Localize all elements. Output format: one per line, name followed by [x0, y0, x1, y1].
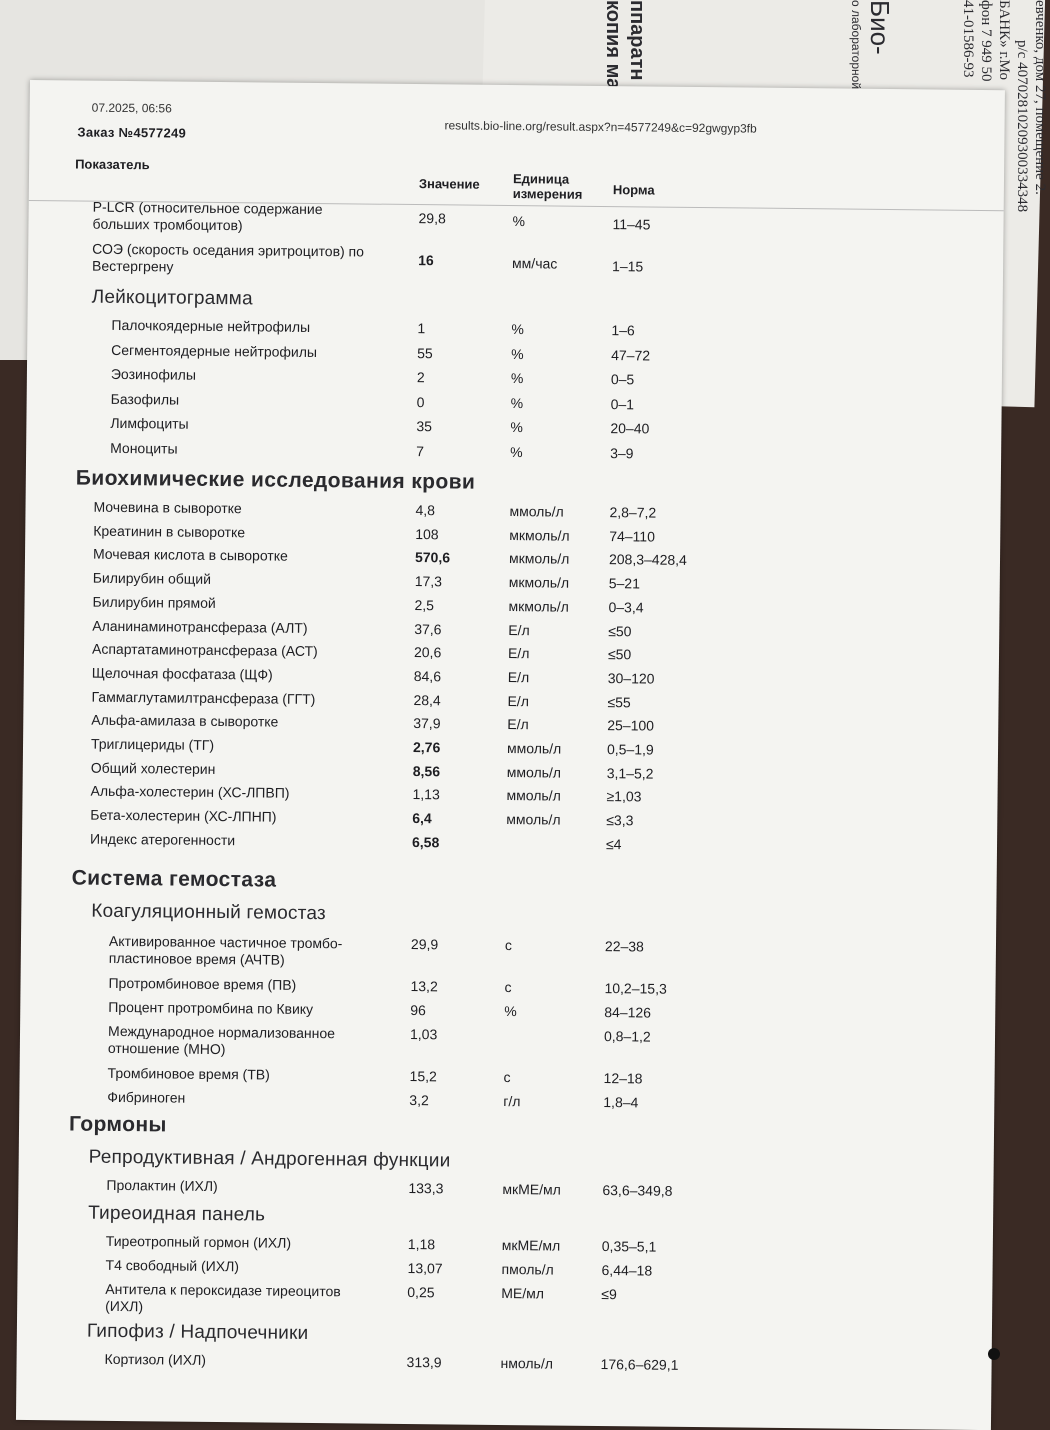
table-row	[28, 316, 1003, 339]
table-row	[25, 569, 1000, 592]
row-unit: %	[510, 443, 523, 460]
table-row	[23, 711, 998, 734]
row-name: Кортизол (ИХЛ)	[104, 1350, 207, 1368]
row-norm: 11–45	[612, 216, 651, 233]
row-unit: с	[504, 937, 513, 954]
row-norm: 3–9	[610, 444, 634, 461]
row-name: Пролактин (ИХЛ)	[106, 1176, 218, 1195]
row-norm: ≤50	[607, 646, 632, 663]
row-unit: %	[504, 1003, 517, 1020]
table-row	[20, 1064, 995, 1087]
row-unit: мкмоль/л	[508, 597, 569, 615]
table-row	[25, 545, 1000, 569]
table-row	[26, 438, 1001, 461]
row-value: 20,6	[413, 644, 442, 661]
row-unit: ммоль/л	[509, 503, 564, 520]
row-name: Моноциты	[110, 439, 178, 457]
row-norm: 0–5	[610, 371, 635, 388]
row-name: Гаммаглутамилтрансфераза (ГГТ)	[91, 688, 316, 707]
row-name: Билирубин прямой	[92, 593, 216, 611]
row-unit: мкМЕ/мл	[502, 1181, 561, 1198]
row-unit: Е/л	[508, 621, 530, 638]
table-row	[18, 1232, 993, 1255]
row-unit: мкмоль/л	[508, 574, 570, 591]
table-row	[24, 616, 999, 639]
row-value: 17,3	[414, 573, 443, 590]
column-value: Значение	[418, 176, 480, 192]
row-value: 2,76	[412, 739, 441, 756]
row-name: Мочевина в сыворотке	[93, 498, 242, 517]
row-value: 3,2	[409, 1092, 429, 1109]
row-unit: ммоль/л	[506, 763, 562, 781]
row-norm: 10,2–15,3	[604, 980, 667, 997]
row-unit: мкмоль/л	[509, 526, 570, 544]
row-value: 0,25	[407, 1284, 435, 1301]
table-row	[22, 806, 997, 829]
column-unit: Единица измерения	[512, 171, 583, 202]
row-norm: 47–72	[611, 346, 651, 364]
row-norm: 0–1	[610, 395, 635, 412]
row-norm: 20–40	[610, 420, 650, 437]
table-row	[26, 498, 1001, 521]
row-value: 570,6	[414, 549, 451, 566]
row-norm: 63,6–349,8	[602, 1182, 673, 1199]
row-unit: %	[512, 213, 526, 230]
row-unit: с	[503, 1069, 511, 1086]
table-row	[19, 1176, 994, 1199]
row-unit: нмоль/л	[500, 1354, 554, 1372]
row-value: 2	[416, 369, 425, 386]
row-name: Т4 свободный (ИХЛ)	[105, 1256, 240, 1275]
row-value: 37,6	[414, 620, 442, 637]
row-unit: ммоль/л	[506, 740, 562, 757]
row-name: Лимфоциты	[110, 414, 189, 432]
table-row	[27, 340, 1002, 364]
background-line: 41-01586-93	[960, 0, 976, 78]
row-norm: 0,35–5,1	[601, 1238, 657, 1255]
row-name: Мочевая кислота в сыворотке	[92, 546, 288, 565]
column-indicator: Показатель	[75, 156, 150, 173]
table-row	[21, 974, 996, 997]
table-row	[25, 522, 1000, 545]
row-name: Индекс атерогенности	[89, 830, 236, 848]
row-value: 8,56	[412, 762, 441, 780]
row-value: 55	[417, 344, 433, 361]
background-line: р/с 40702810209300334348	[1014, 40, 1030, 213]
table-row	[24, 640, 999, 663]
row-norm: 0,5–1,9	[606, 741, 654, 758]
table-row	[20, 1022, 995, 1058]
background-line: евченко, дом 27, помещение 2.	[1032, 0, 1048, 195]
row-value: 84,6	[413, 667, 442, 685]
table-row	[23, 759, 998, 782]
row-unit: ммоль/л	[506, 787, 561, 804]
row-norm: 3,1–5,2	[606, 764, 654, 782]
table-row	[27, 389, 1002, 412]
row-value: 28,4	[413, 691, 441, 708]
table-row	[24, 664, 999, 687]
row-norm: ≤3,3	[606, 812, 634, 829]
row-name: Аспартатаминотрансфераза (АСТ)	[91, 640, 318, 660]
result-url: results.bio-line.org/result.aspx?n=4577249&c=92gwgyp3fb	[444, 118, 757, 136]
row-norm: 0,8–1,2	[603, 1028, 651, 1045]
row-unit: мкмоль/л	[508, 550, 570, 568]
background-line: Био-	[865, 0, 895, 55]
section-biochemistry: Биохимические исследования крови	[75, 466, 476, 494]
row-norm: 1–6	[611, 322, 635, 339]
row-name: Международное нормализованное отношение (МНО)	[107, 1022, 336, 1058]
table-row	[23, 782, 998, 805]
row-norm: 6,44–18	[601, 1262, 653, 1279]
result-sheet	[16, 80, 1005, 1430]
row-norm: 5–21	[608, 575, 641, 592]
row-name: Аланинаминотрансфераза (АЛТ)	[92, 617, 308, 636]
row-name: Фибриноген	[107, 1088, 186, 1106]
row-unit: мкМЕ/мл	[501, 1237, 561, 1254]
row-unit: %	[511, 345, 524, 362]
row-name: P-LCR (относительное содержание больших тромбоцитов)	[92, 198, 323, 234]
row-name: Базофилы	[110, 390, 180, 408]
row-name: Тиреотропный гормон (ИХЛ)	[105, 1232, 292, 1251]
row-unit: Е/л	[507, 645, 530, 662]
background-line: ппаратн	[626, 0, 648, 81]
row-norm: 1,8–4	[603, 1094, 639, 1111]
row-norm: 12–18	[603, 1070, 643, 1087]
row-unit: %	[510, 370, 524, 387]
row-norm: 176,6–629,1	[600, 1356, 679, 1373]
row-unit: Е/л	[507, 692, 530, 709]
order-number: Заказ №4577249	[77, 124, 187, 141]
row-value: 2,5	[414, 596, 435, 614]
row-value: 6,58	[411, 833, 440, 851]
row-value: 29,9	[410, 936, 439, 953]
row-unit: Е/л	[507, 668, 530, 686]
row-value: 1,03	[409, 1026, 438, 1043]
row-name: Тромбиновое время (ТВ)	[107, 1064, 270, 1083]
table-row	[21, 932, 996, 968]
row-unit: с	[504, 979, 512, 996]
section-coagulation: Коагуляционный гемостаз	[91, 900, 326, 925]
row-name: Бета-холестерин (ХС-ЛПНП)	[90, 806, 277, 825]
table-row	[23, 735, 998, 758]
row-norm: ≤50	[608, 622, 632, 639]
table-row	[22, 830, 997, 853]
row-unit: %	[511, 321, 524, 338]
table-row	[28, 240, 1003, 275]
section-leukocytogram: Лейкоцитограмма	[91, 286, 253, 310]
row-norm: 22–38	[604, 938, 644, 955]
row-name: Альфа-холестерин (ХС-ЛПВП)	[90, 783, 290, 802]
row-name: Альфа-амилаза в сыворотке	[91, 711, 279, 730]
background-line: о лабораторной	[849, 0, 863, 90]
row-name: Эозинофилы	[110, 365, 197, 383]
row-norm: 30–120	[607, 669, 655, 687]
row-name: Активированное частичное тромбо-пластиновое время (АЧТВ)	[108, 932, 343, 968]
row-name: Процент протромбина по Квику	[108, 998, 314, 1018]
section-hormones: Гормоны	[68, 1112, 167, 1137]
table-row	[27, 414, 1002, 437]
row-value: 29,8	[418, 210, 446, 227]
row-value: 96	[410, 1002, 426, 1019]
section-pituitary: Гипофиз / Надпочечники	[86, 1320, 309, 1344]
background-line: копия ма	[602, 0, 624, 90]
row-norm: 25–100	[607, 717, 655, 734]
row-norm: 74–110	[609, 527, 656, 545]
row-value: 133,3	[408, 1180, 444, 1197]
row-value: 1,18	[407, 1236, 436, 1253]
row-unit: %	[510, 394, 524, 411]
row-value: 6,4	[412, 810, 432, 827]
row-unit: мм/час	[512, 255, 558, 272]
row-value: 0	[416, 393, 425, 410]
row-name: СОЭ (скорость оседания эритроцитов) по Вестергрену	[91, 240, 365, 275]
table-row	[18, 1256, 993, 1279]
row-unit: Е/л	[507, 716, 529, 733]
table-row	[24, 688, 999, 710]
row-value: 16	[418, 252, 434, 269]
row-value: 1	[417, 320, 426, 337]
row-name: Палочкоядерные нейтрофилы	[111, 316, 311, 335]
row-name: Билирубин общий	[92, 569, 212, 588]
row-value: 108	[415, 525, 439, 542]
row-norm: ≥1,03	[606, 788, 642, 805]
row-norm: 2,8–7,2	[609, 504, 657, 521]
row-unit: г/л	[503, 1093, 521, 1110]
row-name: Протромбиновое время (ПВ)	[108, 974, 297, 993]
row-name: Антитела к пероксидазе тиреоцитов (ИХЛ)	[105, 1280, 341, 1315]
table-row	[25, 593, 1000, 616]
row-value: 13,07	[407, 1260, 443, 1277]
row-value: 15,2	[409, 1068, 437, 1085]
row-norm: 208,3–428,4	[608, 551, 687, 569]
row-name: Общий холестерин	[90, 759, 216, 777]
table-row	[19, 1088, 994, 1111]
row-value: 13,2	[410, 978, 438, 995]
row-value: 4,8	[415, 502, 436, 519]
row-value: 313,9	[406, 1354, 442, 1371]
row-unit: МЕ/мл	[501, 1285, 545, 1302]
background-line: фон 7 949 50	[978, 0, 994, 82]
row-name: Триглицериды (ТГ)	[90, 735, 215, 753]
table-row	[20, 998, 995, 1021]
row-norm: ≤4	[605, 835, 622, 853]
row-norm: 0–3,4	[608, 598, 644, 616]
row-value: 7	[416, 442, 425, 459]
row-norm: 84–126	[604, 1004, 652, 1021]
section-reproductive: Репродуктивная / Андрогенная функции	[88, 1146, 451, 1172]
row-name: Щелочная фосфатаза (ЩФ)	[91, 664, 273, 683]
section-thyroid: Тиреоидная панель	[88, 1202, 266, 1226]
table-row	[27, 365, 1002, 388]
table-row	[17, 1280, 992, 1315]
print-datetime: 07.2025, 06:56	[91, 100, 172, 116]
background-line: БАНК» г.Мо	[996, 0, 1012, 81]
row-unit: ммоль/л	[506, 811, 561, 828]
row-unit: пмоль/л	[501, 1261, 554, 1278]
row-value: 37,9	[413, 715, 441, 732]
section-hemostasis: Система гемостаза	[71, 866, 277, 892]
row-value: 35	[416, 418, 433, 435]
binder-hole	[988, 1348, 1000, 1360]
row-norm: 1–15	[611, 258, 644, 275]
row-norm: ≤55	[607, 693, 631, 710]
column-norm: Норма	[612, 182, 655, 198]
row-value: 1,13	[412, 786, 440, 803]
background-text-group-left	[480, 0, 648, 90]
row-unit: %	[510, 419, 523, 436]
row-norm: ≤9	[601, 1286, 617, 1303]
row-name: Сегментоядерные нейтрофилы	[111, 341, 318, 360]
row-name: Креатинин в сыворотке	[93, 522, 246, 540]
table-row	[17, 1350, 992, 1373]
